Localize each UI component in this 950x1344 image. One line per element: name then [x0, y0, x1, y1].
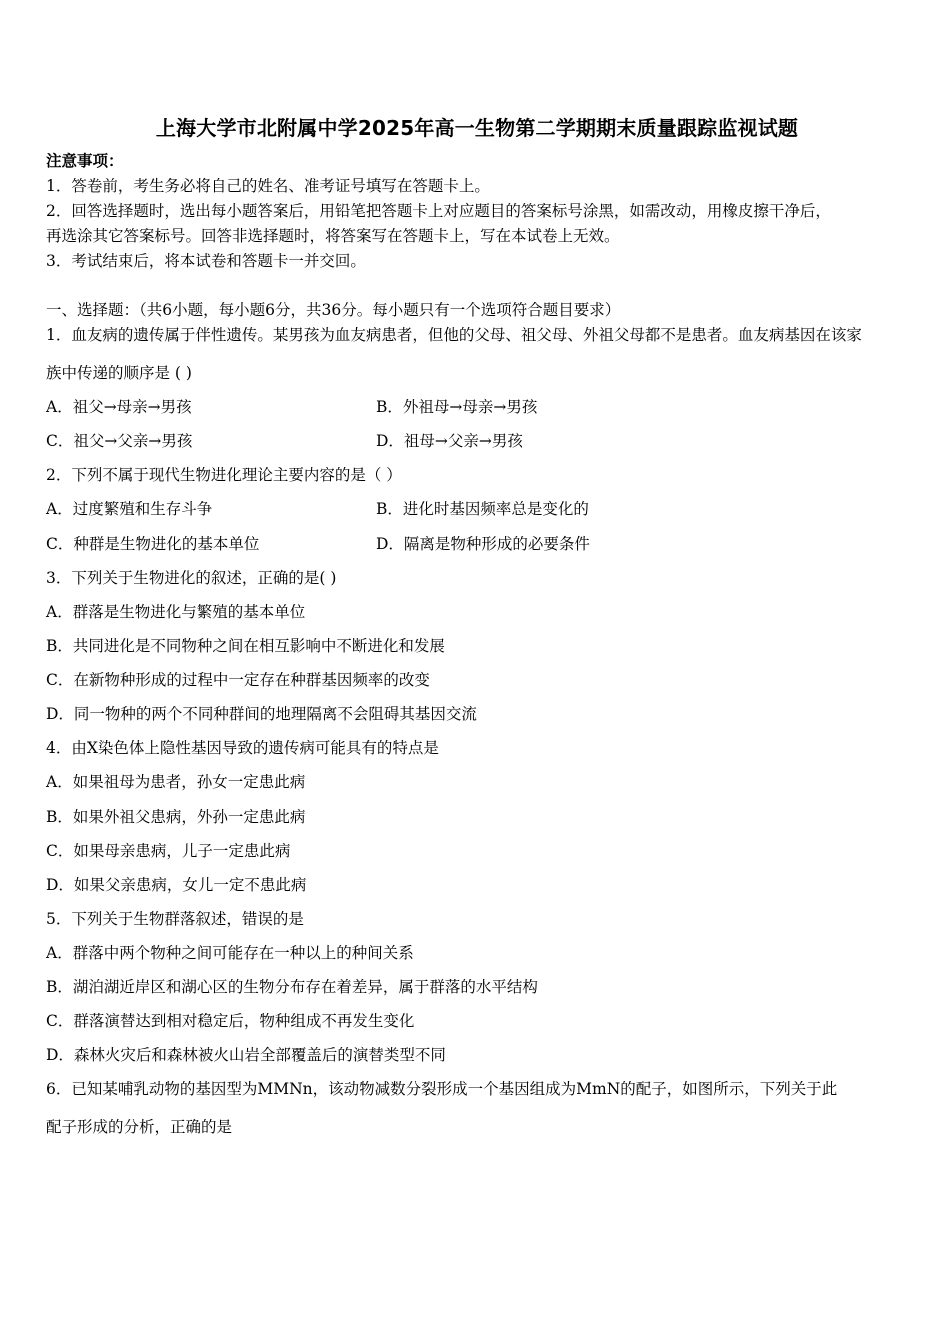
- option-a: A．过度繁殖和生存斗争: [46, 500, 213, 518]
- option-c: C．种群是生物进化的基本单位: [46, 535, 260, 553]
- question-4-stem: 4．由X染色体上隐性基因导致的遗传病可能具有的特点是: [46, 739, 439, 757]
- option-c: C．在新物种形成的过程中一定存在种群基因频率的改变: [46, 671, 430, 689]
- option-d: D．隔离是物种形成的必要条件: [376, 535, 590, 553]
- option-a: A．如果祖母为患者，孙女一定患此病: [46, 773, 306, 791]
- section-heading: 一、选择题：（共6小题，每小题6分，共36分。每小题只有一个选项符合题目要求）: [46, 301, 621, 319]
- option-c: C．祖父→父亲→男孩: [46, 432, 193, 450]
- option-d: D．祖母→父亲→男孩: [376, 432, 523, 450]
- option-c: C．群落演替达到相对稳定后，物种组成不再发生变化: [46, 1012, 415, 1030]
- option-b: B．外祖母→母亲→男孩: [376, 398, 538, 416]
- notice-item: 1．答卷前，考生务必将自己的姓名、准考证号填写在答题卡上。: [46, 177, 490, 195]
- option-a: A．群落是生物进化与繁殖的基本单位: [46, 603, 306, 621]
- notice-item: 再选涂其它答案标号。回答非选择题时，将答案写在答题卡上，写在本试卷上无效。: [46, 227, 620, 245]
- question-2-stem: 2．下列不属于现代生物进化理论主要内容的是（ ）: [46, 466, 402, 484]
- option-b: B．湖泊湖近岸区和湖心区的生物分布存在着差异，属于群落的水平结构: [46, 978, 538, 996]
- option-d: D．如果父亲患病，女儿一定不患此病: [46, 876, 307, 894]
- option-b: B．共同进化是不同物种之间在相互影响中不断进化和发展: [46, 637, 445, 655]
- option-a: A．群落中两个物种之间可能存在一种以上的种间关系: [46, 944, 414, 962]
- question-6-stem-cont: 配子形成的分析，正确的是: [46, 1118, 233, 1136]
- option-a: A．祖父→母亲→男孩: [46, 398, 192, 416]
- notice-item: 3．考试结束后，将本试卷和答题卡一并交回。: [46, 252, 366, 270]
- notice-heading: 注意事项：: [46, 151, 124, 170]
- question-3-stem: 3．下列关于生物进化的叙述，正确的是( ): [46, 569, 337, 587]
- option-d: D．森林火灾后和森林被火山岩全部覆盖后的演替类型不同: [46, 1046, 446, 1064]
- option-d: D．同一物种的两个不同种群间的地理隔离不会阻碍其基因交流: [46, 705, 477, 723]
- notice-item: 2．回答选择题时，选出每小题答案后，用铅笔把答题卡上对应题目的答案标号涂黑，如需改动，用橡皮擦干净后，: [46, 202, 831, 220]
- option-b: B．如果外祖父患病，外孙一定患此病: [46, 808, 306, 826]
- question-1-stem-cont: 族中传递的顺序是 ( ): [46, 364, 192, 382]
- question-5-stem: 5．下列关于生物群落叙述，错误的是: [46, 910, 304, 928]
- option-c: C．如果母亲患病，儿子一定患此病: [46, 842, 291, 860]
- page-title: 上海大学市北附属中学2025年高一生物第二学期期末质量跟踪监视试题: [155, 116, 799, 140]
- option-b: B．进化时基因频率总是变化的: [376, 500, 589, 518]
- question-6-stem: 6．已知某哺乳动物的基因型为MMNn，该动物减数分裂形成一个基因组成为MmN的配子，如图所示，下列关于此: [46, 1080, 838, 1098]
- question-1-stem: 1．血友病的遗传属于伴性遗传。某男孩为血友病患者，但他的父母、祖父母、外祖父母都不是患者。血友病基因在该家: [46, 326, 862, 344]
